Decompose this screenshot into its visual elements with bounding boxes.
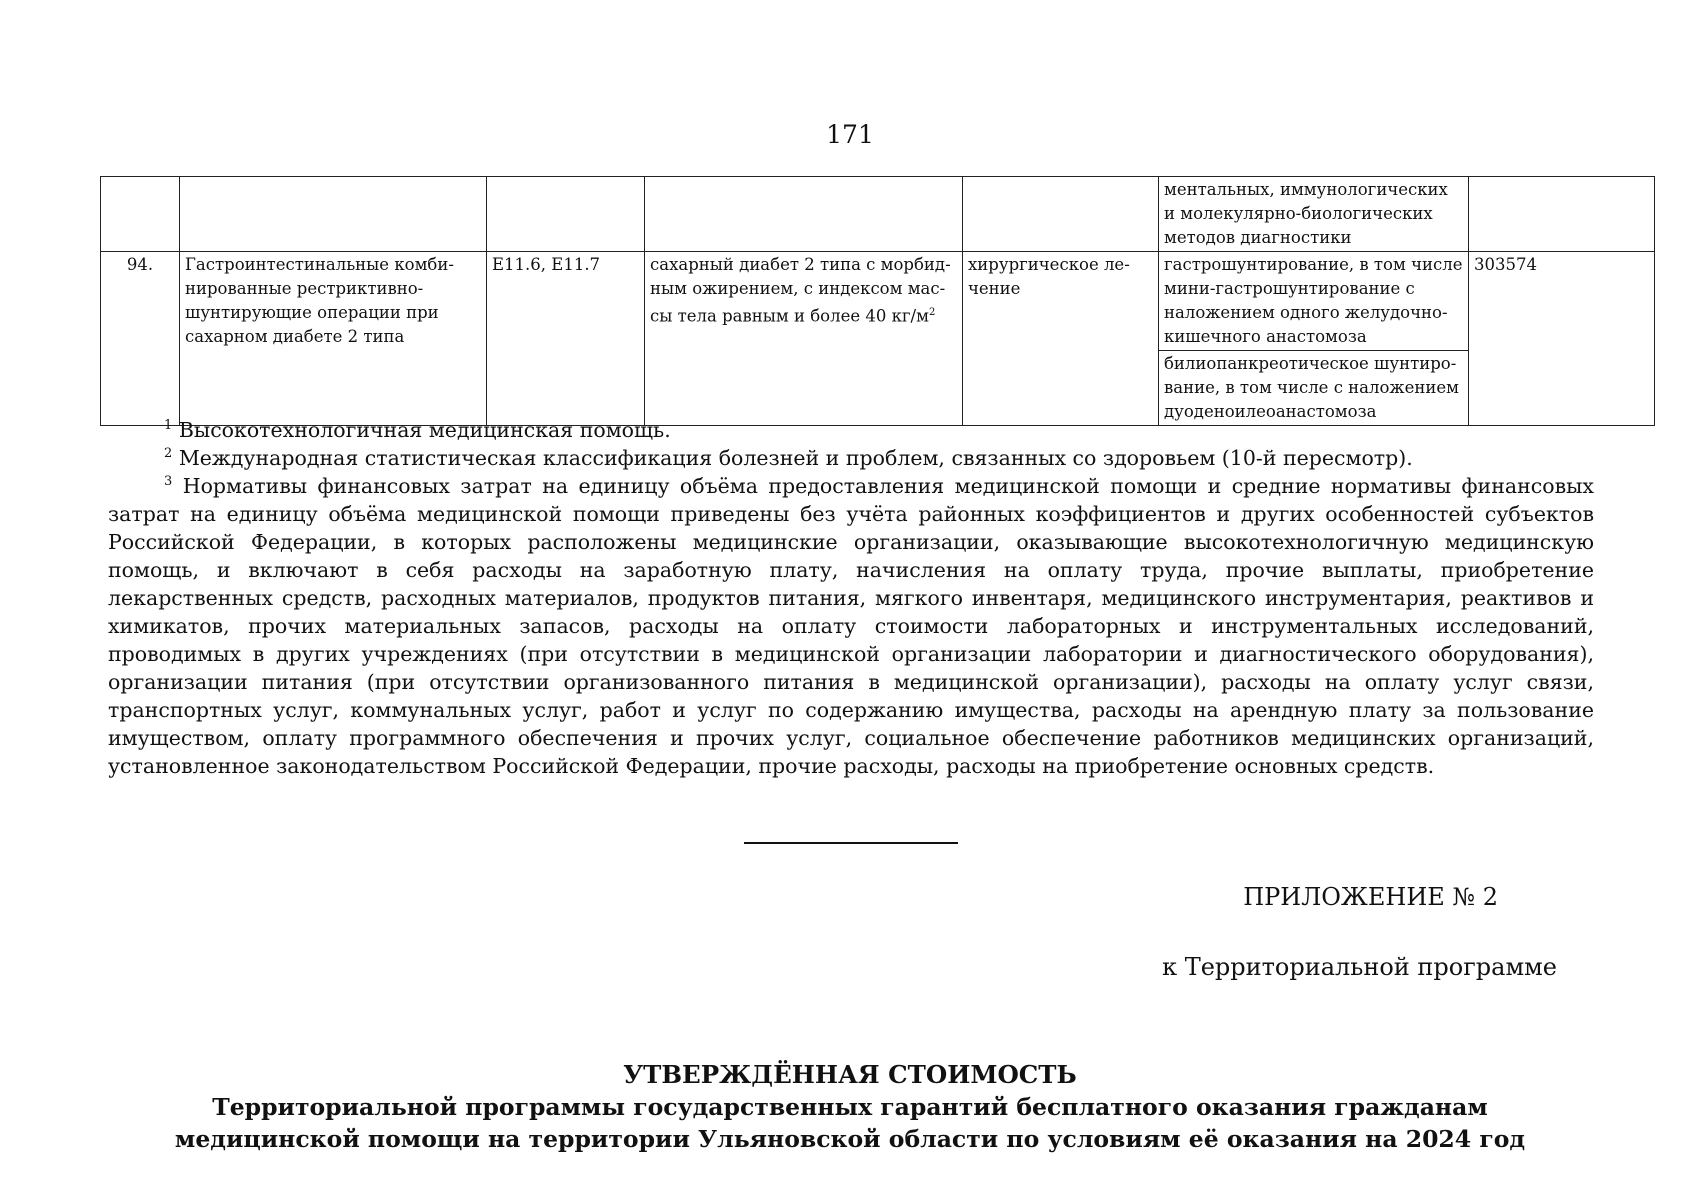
operation-name-line: шунтирующие операции при <box>185 303 439 322</box>
appendix-subtitle: к Территориальной программе <box>1162 953 1557 981</box>
patient-model-line-text: сы тела равным и более 40 кг/м <box>650 306 929 326</box>
footnotes <box>108 416 1594 780</box>
cell-row-number: 94. <box>101 252 180 426</box>
cell-method-1 <box>1159 252 1469 351</box>
appendix-title: ПРИЛОЖЕНИЕ № 2 <box>1243 883 1498 911</box>
method-1-line: наложением одного желудочно- <box>1164 303 1448 322</box>
page-number: 171 <box>826 120 874 149</box>
cell-patient-model <box>645 252 963 426</box>
patient-model-line <box>650 301 957 329</box>
footnote-text: Международная статистическая классификация болезней и проблем, связанных со здоровьем (10-й пересмотр). <box>178 446 1413 470</box>
footnote-3 <box>108 472 1594 780</box>
cell-treatment-type <box>963 252 1159 426</box>
method-continuation-line: ментальных, иммунологических <box>1164 180 1448 199</box>
cell-model-empty <box>645 177 963 252</box>
footnote-mark: 3 <box>164 474 173 489</box>
footnote-mark: 1 <box>164 418 173 433</box>
heading-line-1: Территориальной программы государственных гарантий бесплатного оказания гражданам <box>212 1093 1488 1121</box>
cell-operation-name <box>180 252 487 426</box>
cell-treatment-empty <box>963 177 1159 252</box>
footnote-mark: 2 <box>164 446 173 461</box>
heading-main: УТВЕРЖДЁННАЯ СТОИМОСТЬ <box>623 1060 1077 1089</box>
method-continuation-line: методов диагностики <box>1164 228 1352 247</box>
cell-method-2 <box>1159 351 1469 426</box>
footnote-2 <box>108 444 1594 472</box>
footnote-text: Высокотехнологичная медицинская помощь. <box>178 418 671 442</box>
cell-number-empty <box>101 177 180 252</box>
method-continuation-line: и молекулярно-биологических <box>1164 204 1433 223</box>
method-1-line: гастрошунтирование, в том числе <box>1164 255 1463 274</box>
treatment-type-line: чение <box>968 279 1021 298</box>
table-row-94 <box>101 252 1655 351</box>
heading-line-2: медицинской помощи на территории Ульяновской области по условиям её оказания на 2024 год <box>174 1125 1526 1153</box>
method-1-line: кишечного анастомоза <box>1164 327 1367 346</box>
method-1-line: мини-гастрошунтирование с <box>1164 279 1415 298</box>
cell-codes-empty <box>487 177 645 252</box>
footnote-1 <box>108 416 1594 444</box>
cell-icd-codes: E11.6, E11.7 <box>487 252 645 426</box>
operation-name-line: нированные рестриктивно- <box>185 279 424 298</box>
patient-model-line: ным ожирением, с индексом мас- <box>650 279 946 298</box>
table-row-continuation <box>101 177 1655 252</box>
footnote-text: Нормативы финансовых затрат на единицу объёма предоставления медицинской помощи и средние нормативы финансовых затрат на единицу объёма медицинской помощи приведены без учёта районных коэффициентов и других особенностей субъектов Российской Федерации, в которых расположены медицинские организации, оказывающие высокотехнологичную медицинскую помощь, и включают в себя расходы на заработную плату, начисления на оплату труда, прочие выплаты, приобретение лекарственных средств, расходных материалов, продуктов питания, мягкого инвентаря, медицинского инструментария, реактивов и химикатов, прочих материальных запасов, расходы на оплату стоимости лабораторных и инструментальных исследований, проводимых в других учреждениях (при отсутствии в медицинской организации лаборатории и диагностического оборудования), организации питания (при отсутствии организованного питания в медицинской организации), расходы на оплату услуг связи, транспортных услуг, коммунальных услуг, работ и услуг по содержанию имущества, расходы на арендную плату за пользование имуществом, оплату программного обеспечения и прочих услуг, социальное обеспечение работников медицинских организаций, установленное законодательством Российской Федерации, прочие расходы, расходы на приобретение основных средств. <box>108 474 1594 778</box>
cell-name-empty <box>180 177 487 252</box>
patient-model-line: сахарный диабет 2 типа с морбид- <box>650 255 951 274</box>
operation-name-line: сахарном диабете 2 типа <box>185 327 405 346</box>
unit-superscript: 2 <box>928 307 936 318</box>
medical-care-table <box>100 176 1655 426</box>
treatment-type-line: хирургическое ле- <box>968 255 1130 274</box>
method-2-line: вание, в том числе с наложением <box>1164 378 1459 397</box>
method-2-line: билиопанкреотическое шунтиро- <box>1164 354 1457 373</box>
cell-cost: 303574 <box>1469 252 1655 426</box>
operation-name-line: Гастроинтестинальные комби- <box>185 255 454 274</box>
method-2-line: дуоденоилеоанастомоза <box>1164 402 1377 421</box>
document-heading <box>0 1058 1700 1155</box>
separator-line <box>744 842 958 844</box>
cell-method-continuation <box>1159 177 1469 252</box>
cell-cost-empty <box>1469 177 1655 252</box>
